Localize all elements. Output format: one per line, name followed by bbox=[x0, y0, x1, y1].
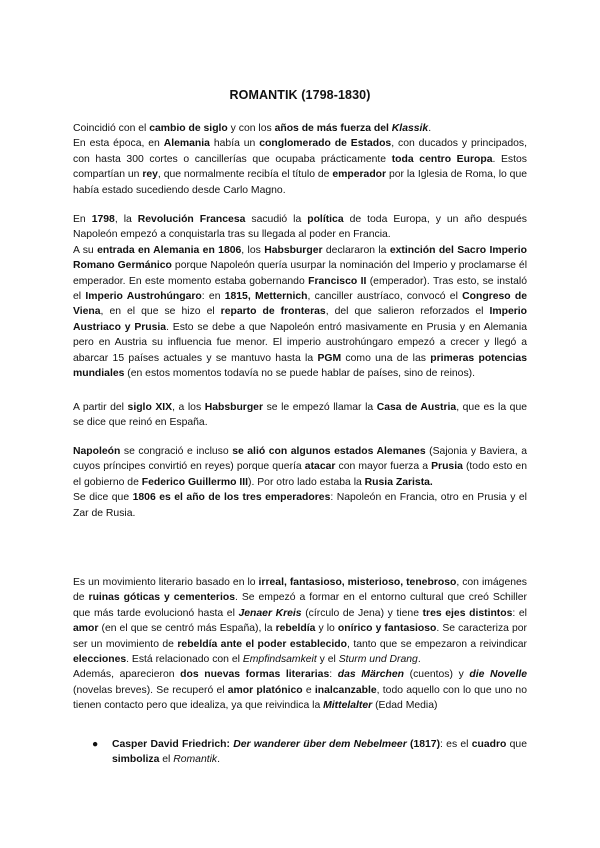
paragraph-tres-emperadores: Se dice que 1806 es el año de los tres emperadores: Napoleón en Francia, otro en Prusia y el Zar de Rusia. bbox=[73, 492, 527, 519]
paragraph-habsburger-1806: A su entrada en Alemania en 1806, los Habsburger declararon la extinción del Sacro Imperio Romano Germánico porque Napoleón quería usurpar la nominación del Imperio y proclamarse él emperador. En este momento estaba gobernando Francisco II (emperador). Tras esto, se instaló el Imperio Austrohúngaro: en 1815, Metternich, canciller austríaco, convocó el Congreso de Viena, en el que se hizo el reparto de fronteras, del que salieron reforzados el Imperio Austriaco y Prusia. Esto se debe a que Napoleón entró masivamente en Prusia y en Alemania pero en Austria su influencia fue menor. El imperio austrohúngaro empezó a crecer y llegó a abarcar 15 países actuales y se mantuvo hasta la PGM como una de las primeras potencias mundiales (en estos momentos todavía no se puede hablar de países, sino de reinos). bbox=[73, 244, 528, 380]
paragraph-block-movimiento bbox=[73, 575, 527, 714]
paragraph-alemania: En esta época, en Alemania había un conglomerado de Estados, con ducados y principados, con hasta 300 cortes o cancillerías que ocupaba prácticamente toda centro Europa. Estos compartían un rey, que normalmente recibía el título de emperador por la Iglesia de Roma, lo que había estado sucediendo desde Carlo Magno. bbox=[73, 138, 528, 196]
paragraph-nuevas-formas: Además, aparecieron dos nuevas formas literarias: das Märchen (cuentos) y die Novelle (novelas breves). Se recuperó el amor platónico e inalcanzable, todo aquello con lo que uno no tienen contacto pero que idealiza, ya que reivindica la Mittelalter (Edad Media) bbox=[73, 669, 527, 712]
paragraph-intro bbox=[73, 121, 527, 198]
paragraph-casa-de-austria: A partir del siglo XIX, a los Habsburger se le empezó llamar la Casa de Austria, que es la que se dice que reinó en España. bbox=[73, 402, 528, 429]
paragraph-block-napoleon bbox=[73, 212, 527, 381]
page-title: ROMANTIK (1798-1830) bbox=[229, 88, 371, 102]
paragraph-cambio-de-siglo: Coincidió con el cambio de siglo y con los años de más fuerza del Klassik. bbox=[73, 123, 432, 134]
list-item-text: Casper David Friedrich: Der wanderer über dem Nebelmeer (1817): es el cuadro que simboliza el Romantik. bbox=[112, 739, 527, 766]
paragraph-movimiento-literario: Es un movimiento literario basado en lo irreal, fantasioso, misterioso, tenebroso, con imágenes de ruinas góticas y cementerios. Se empezó a formar en el entorno cultural que creó Schiller que más tarde evolucionó hasta el Jenaer Kreis (círculo de Jena) y tiene tres ejes distintos: el amor (en el que se centró más España), la rebeldía y lo onírico y fantasioso. Se caracteriza por ser un movimiento de rebeldía ante el poder establecido, tanto que se empezaron a reivindicar elecciones. Está relacionado con el Empfindsamkeit y el Sturm und Drang. bbox=[73, 577, 527, 666]
bullet-icon: ● bbox=[92, 739, 99, 750]
list-item bbox=[92, 737, 527, 768]
paragraph-block-alianzas bbox=[73, 444, 527, 521]
paragraph-napoleon-alianzas: Napoleón se congració e incluso se alió con algunos estados Alemanes (Sajonia y Baviera, a cuyos príncipes convirtió en reyes) porque quería atacar con mayor fuerza a Prusia (todo esto en el gobierno de Federico Guillermo III). Por otro lado estaba la Rusia Zarista. bbox=[73, 446, 527, 488]
paragraph-revolucion-francesa: En 1798, la Revolución Francesa sacudió la política de toda Europa, y un año después Napoleón empezó a conquistarla tras su llegada al poder en Francia. bbox=[73, 214, 528, 241]
